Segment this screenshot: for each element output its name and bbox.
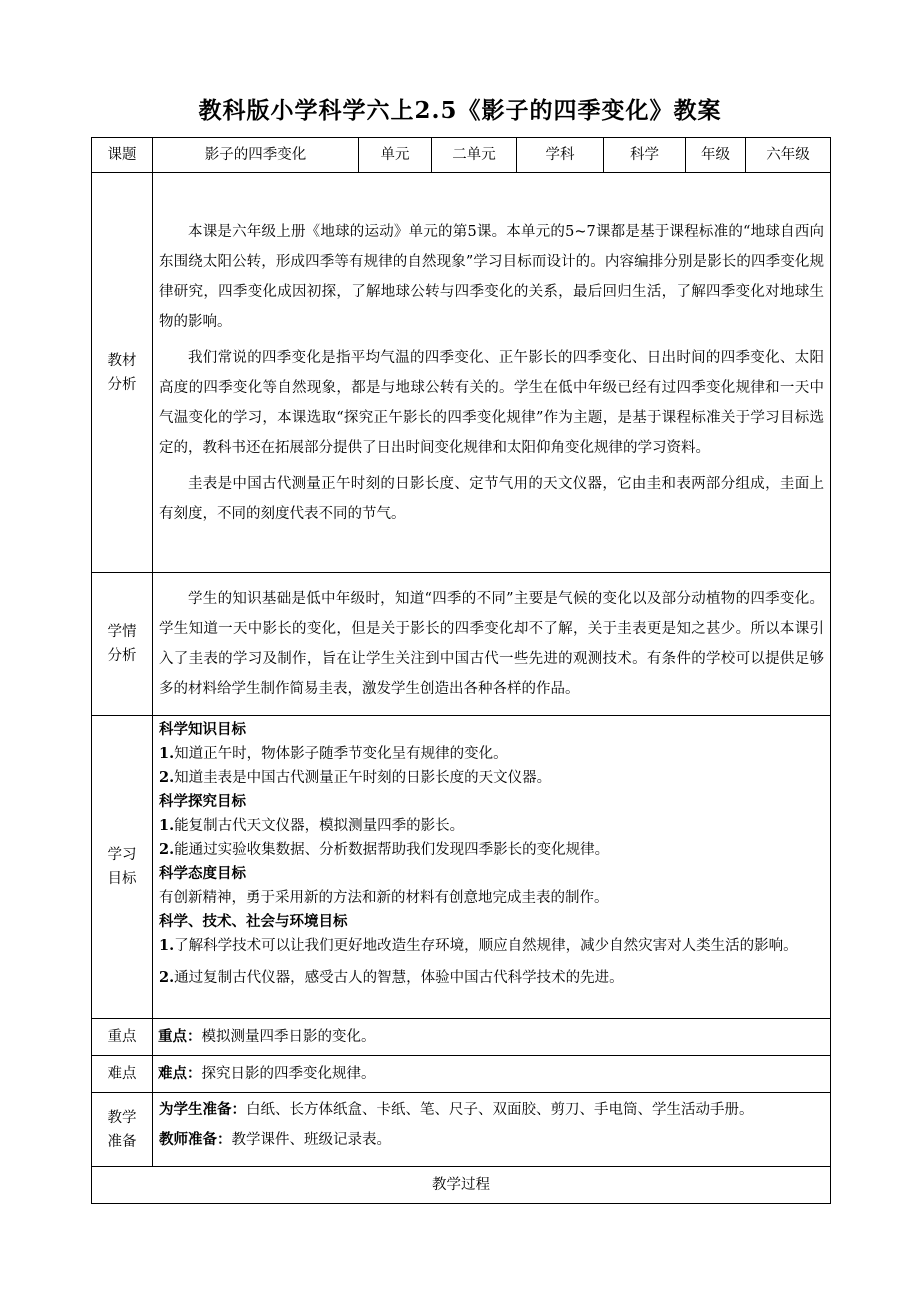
- document-title: 教科版小学科学六上2.5《影子的四季变化》教案: [198, 97, 722, 124]
- knowledge-goal-2: 2.知道圭表是中国古代测量正午时刻的日影长度的天文仪器。: [159, 769, 552, 786]
- textbook-analysis-content: [153, 173, 831, 573]
- difficulty-prefix: 难点：: [158, 1065, 202, 1082]
- subject-value: 科学: [604, 138, 686, 173]
- textbook-paragraph-2: 我们常说的四季变化是指平均气温的四季变化、正午影长的四季变化、日出时间的四季变化、太阳高度的四季变化等自然现象，都是与地球公转有关的。学生在低中年级已经有过四季变化规律和一天中气温变化的学习，本课选取“探究正午影长的四季变化规律”作为主题，是基于课程标准关于学习目标选定的，教科书还在拓展部分提供了日出时间变化规律和太阳仰角变化规律的学习资料。: [159, 349, 824, 456]
- key-point-label: 重点: [92, 1019, 153, 1056]
- sts-goal-2: 2.通过复制古代仪器，感受古人的智慧，体验中国古代科学技术的先进。: [159, 969, 624, 986]
- key-point-row: [92, 1019, 831, 1056]
- header-row: [92, 138, 831, 173]
- inquiry-goal-2: 2.能通过实验收集数据、分析数据帮助我们发现四季影长的变化规律。: [159, 841, 610, 858]
- textbook-paragraph-3: 圭表是中国古代测量正午时刻的日影长度、定节气用的天文仪器，它由圭和表两部分组成，圭面上有刻度，不同的刻度代表不同的节气。: [159, 475, 824, 522]
- textbook-analysis-label: 教材 分析: [92, 173, 153, 573]
- preparation-label: 教学 准备: [92, 1093, 153, 1167]
- difficulty-content: [153, 1056, 831, 1093]
- learning-goals-label: 学习 目标: [92, 716, 153, 1019]
- sts-goal-1: 1.了解科学技术可以让我们更好地改造生存环境，顺应自然规律，减少自然灾害对人类生活的影响。: [159, 937, 798, 954]
- student-analysis-label: 学情 分析: [92, 573, 153, 716]
- teacher-preparation: 教师准备：教学课件、班级记录表。: [159, 1131, 391, 1148]
- key-point-prefix: 重点：: [158, 1028, 202, 1045]
- difficulty-label: 难点: [92, 1056, 153, 1093]
- lesson-plan-table: [91, 137, 831, 1204]
- knowledge-goal-1: 1.知道正午时，物体影子随季节变化呈有规律的变化。: [159, 745, 508, 762]
- unit-value: 二单元: [432, 138, 517, 173]
- learning-goals-content: [153, 716, 831, 1019]
- sts-heading: 科学、技术、社会与环境目标: [159, 913, 348, 930]
- process-row: [92, 1167, 831, 1204]
- preparation-content: [153, 1093, 831, 1167]
- student-paragraph: 学生的知识基础是低中年级时，知道“四季的不同”主要是气候的变化以及部分动植物的四季变化。学生知道一天中影长的变化，但是关于影长的四季变化却不了解，关于圭表更是知之甚少。所以本课引入了圭表的学习及制作，旨在让学生关注到中国古代一些先进的观测技术。有条件的学校可以提供足够多的材料给学生制作简易圭表，激发学生创造出各种各样的作品。: [159, 591, 824, 697]
- attitude-heading: 科学态度目标: [159, 865, 246, 882]
- teaching-process-heading: 教学过程: [92, 1167, 831, 1204]
- subject-label: 学科: [517, 138, 604, 173]
- student-analysis-row: [92, 573, 831, 716]
- unit-label: 单元: [359, 138, 432, 173]
- knowledge-heading: 科学知识目标: [159, 721, 246, 738]
- grade-value: 六年级: [746, 138, 831, 173]
- key-point-text: 模拟测量四季日影的变化。: [201, 1029, 376, 1045]
- inquiry-heading: 科学探究目标: [159, 793, 246, 810]
- grade-label: 年级: [686, 138, 746, 173]
- difficulty-text: 探究日影的四季变化规律。: [201, 1066, 376, 1082]
- lesson-value: 影子的四季变化: [153, 138, 359, 173]
- student-preparation: 为学生准备：白纸、长方体纸盒、卡纸、笔、尺子、双面胶、剪刀、手电筒、学生活动手册。: [159, 1101, 754, 1118]
- inquiry-goal-1: 1.能复制古代天文仪器，模拟测量四季的影长。: [159, 817, 465, 834]
- learning-goals-row: [92, 716, 831, 1019]
- textbook-analysis-row: [92, 173, 831, 573]
- student-analysis-content: [153, 573, 831, 716]
- preparation-row: [92, 1093, 831, 1167]
- lesson-label: 课题: [92, 138, 153, 173]
- attitude-goal-1: 有创新精神，勇于采用新的方法和新的材料有创意地完成圭表的制作。: [159, 890, 609, 906]
- key-point-content: [153, 1019, 831, 1056]
- textbook-paragraph-1: 本课是六年级上册《地球的运动》单元的第5课。本单元的5~7课都是基于课程标准的“地球自西向东围绕太阳公转，形成四季等有规律的自然现象”学习目标而设计的。内容编排分别是影长的四季变化规律研究，四季变化成因初探，了解地球公转与四季变化的关系，最后回归生活，了解四季变化对地球生物的影响。: [159, 223, 824, 330]
- difficulty-row: [92, 1056, 831, 1093]
